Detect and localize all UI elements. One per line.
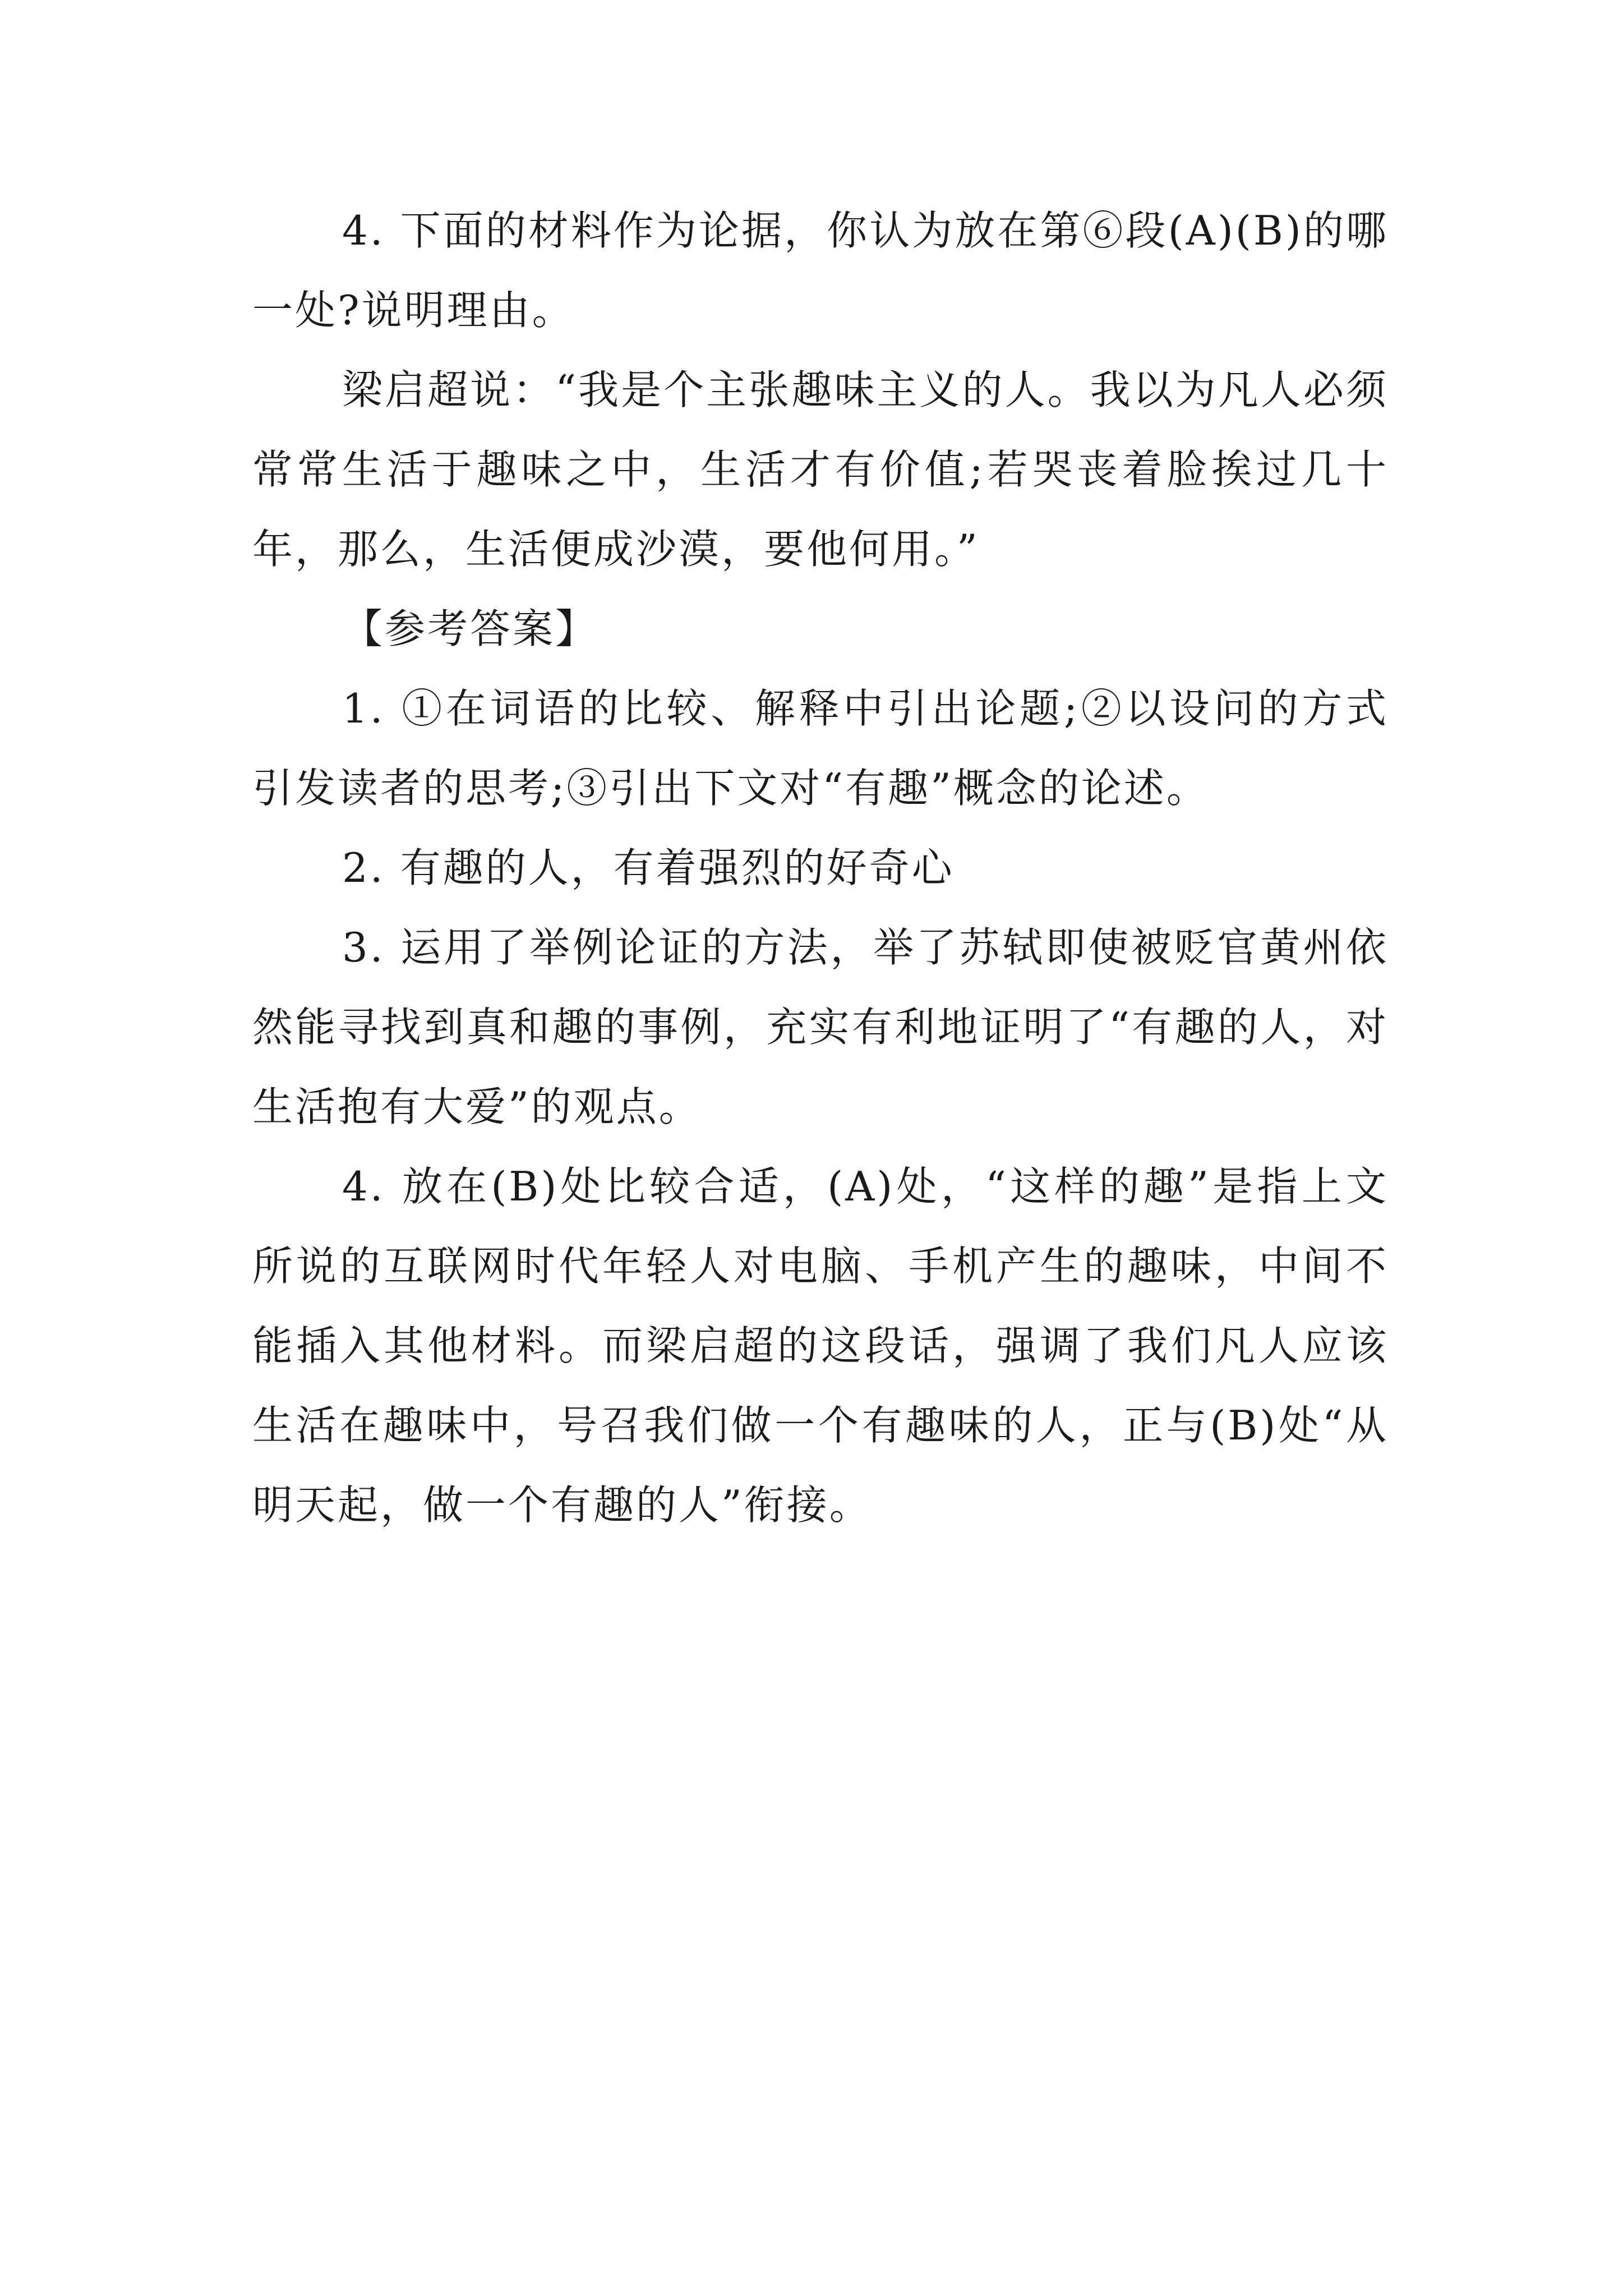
answer-item-4: 4. 放在(B)处比较合适，(A)处，“这样的趣”是指上文所说的互联网时代年轻人对电脑、手机产生的趣味，中间不能插入其他材料。而梁启超的这段话，强调了我们凡人应该生活在趣味中，号召我们做一个有趣味的人，正与(B)处“从明天起，做一个有趣的人”衔接。 xyxy=(252,1163,1389,1529)
answer-item-1: 1. ①在词语的比较、解释中引出论题;②以设问的方式引发读者的思考;③引出下文对“有趣”概念的论述。 xyxy=(252,685,1389,812)
document-page xyxy=(252,191,1389,1545)
answer-item-2: 2. 有趣的人，有着强烈的好奇心 xyxy=(342,844,955,891)
answers-heading: 【参考答案】 xyxy=(342,605,598,652)
question-prompt: 4. 下面的材料作为论据，你认为放在第⑥段(A)(B)的哪一处?说明理由。 xyxy=(252,207,1389,334)
answer-item-3: 3. 运用了举例论证的方法，举了苏轼即使被贬官黄州依然能寻找到真和趣的事例，充实有利地证明了“有趣的人，对生活抱有大爱”的观点。 xyxy=(252,924,1389,1130)
question-material: 梁启超说：“我是个主张趣味主义的人。我以为凡人必须常常生活于趣味之中，生活才有价值;若哭丧着脸挨过几十年，那么，生活便成沙漠，要他何用。” xyxy=(252,366,1389,573)
